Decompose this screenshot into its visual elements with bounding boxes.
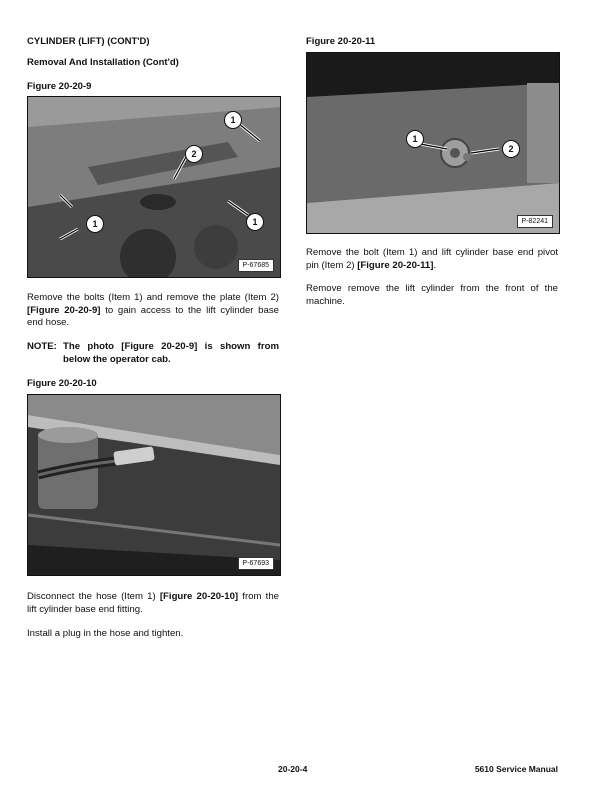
- para-text: Remove the bolts (Item 1) and remove the plate (Item 2): [27, 292, 279, 303]
- para-text: .: [433, 259, 437, 271]
- figure-20-20-10-photo: [27, 394, 281, 576]
- photo-id-3: P-82241: [517, 215, 553, 228]
- paragraph-remove-bolts: [27, 292, 279, 330]
- page-number: 20-20-4: [278, 764, 308, 774]
- para-text: to gain access to the lift cylinder base end hose.: [27, 304, 279, 329]
- photo-id-2: P-67693: [238, 557, 274, 570]
- photo-id-1: P-67685: [238, 259, 274, 272]
- figure-ref: [Figure 20-20-11]: [357, 259, 434, 271]
- figure-ref: [Figure 20-20-10]: [159, 591, 239, 602]
- para-text: Remove the bolt (Item 1) and lift cylinder base end pivot pin (Item 2): [306, 247, 558, 271]
- figure-ref: [Figure 20-20-9]: [121, 341, 198, 352]
- figure-caption-1: Figure 20-20-9: [27, 81, 92, 92]
- paragraph-remove-pivot-pin: [306, 247, 558, 272]
- callout-2: 2: [502, 140, 520, 158]
- note-label: NOTE:: [27, 341, 57, 352]
- figure-20-20-9-photo: [27, 96, 281, 278]
- callout-1: 1: [406, 130, 424, 148]
- callout-1-left: 1: [86, 215, 104, 233]
- callout-1-top: 1: [224, 111, 242, 129]
- section-title: CYLINDER (LIFT) (CONT'D): [27, 36, 150, 47]
- para-text: Disconnect the hose (Item 1): [27, 591, 160, 602]
- note-part: is shown from below the operator cab.: [63, 341, 279, 365]
- subsection-title: Removal And Installation (Cont'd): [27, 57, 179, 68]
- paragraph-install-plug: Install a plug in the hose and tighten.: [27, 628, 184, 639]
- note-block: [27, 341, 279, 366]
- photo-pivot-pin: [307, 53, 559, 233]
- paragraph-remove-cylinder: Remove remove the lift cylinder from the front of the machine.: [306, 283, 558, 307]
- callout-2: 2: [185, 145, 203, 163]
- figure-caption-3: Figure 20-20-11: [306, 36, 376, 47]
- photo-plate-underside: [28, 97, 280, 277]
- manual-title: 5610 Service Manual: [474, 764, 558, 774]
- para-text: from the lift cylinder base end fitting.: [27, 591, 279, 615]
- photo-hose-fitting: [28, 395, 280, 575]
- figure-ref: [Figure 20-20-9]: [27, 304, 101, 316]
- note-part: The photo: [63, 341, 122, 352]
- note-text: [63, 341, 279, 366]
- paragraph-disconnect-hose: [27, 591, 279, 616]
- callout-1-right: 1: [246, 213, 264, 231]
- figure-caption-2: Figure 20-20-10: [27, 378, 97, 389]
- figure-20-20-11-photo: [306, 52, 560, 234]
